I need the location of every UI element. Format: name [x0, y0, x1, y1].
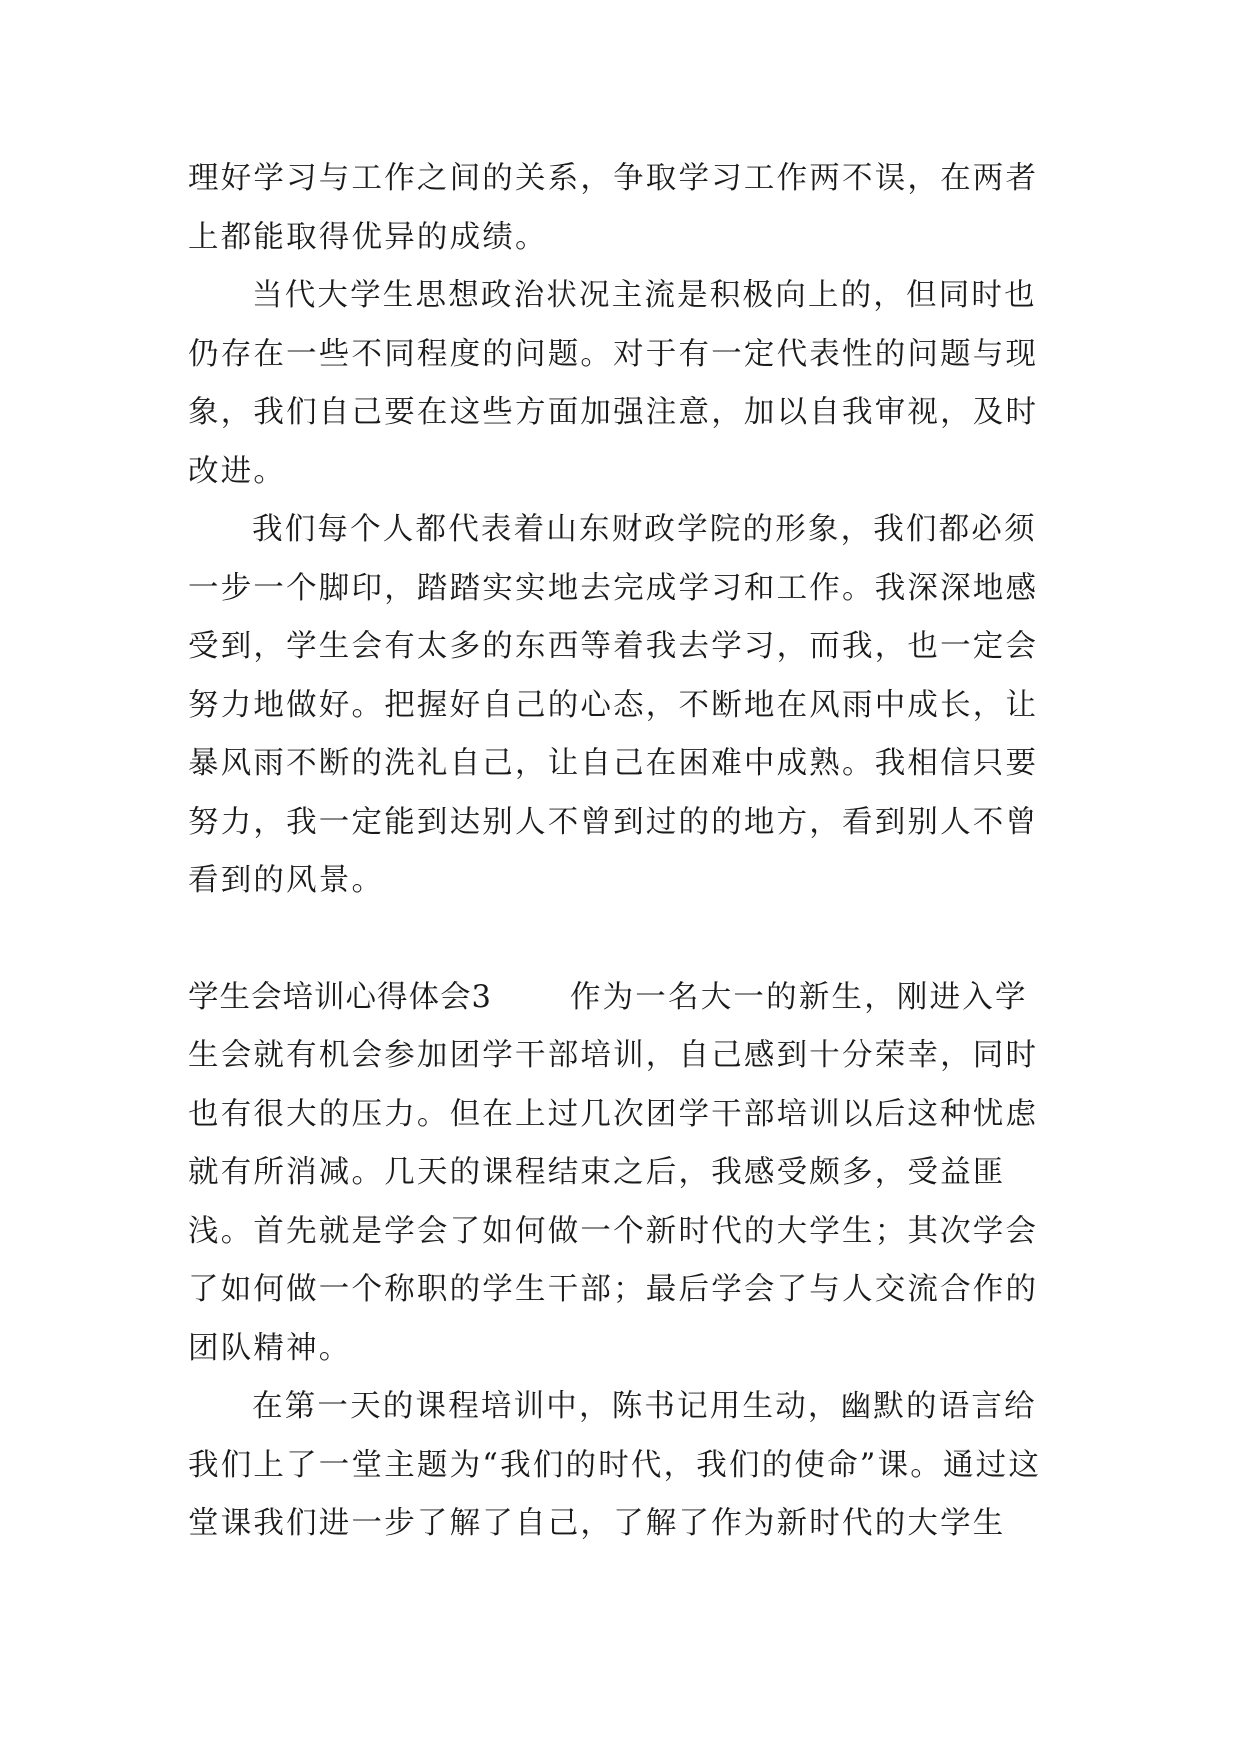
paragraph-5: 在第一天的课程培训中，陈书记用生动，幽默的语言给我们上了一堂主题为“我们的时代，我们的使命”课。通过这堂课我们进一步了解了自己，了解了作为新时代的大学生: [188, 1389, 1042, 1541]
paragraph-2: 当代大学生思想政治状况主流是积极向上的，但同时也仍存在一些不同程度的问题。对于有一定代表性的问题与现象，我们自己要在这些方面加强注意，加以自我审视，及时改进。: [188, 278, 1039, 489]
paragraph-4-text: 作为一名大一的新生，刚进入学生会就有机会参加团学干部培训，自己感到十分荣幸，同时也有很大的压力。但在上过几次团学干部培训以后这种忧虑就有所消减。几天的课程结束之后，我感受颇多，受益匪浅。首先就是学会了如何做一个新时代的大学生；其次学会了如何做一个称职的学生干部；最后学会了与人交流合作的团队精神。: [188, 979, 1039, 1366]
paragraph-3: 我们每个人都代表着山东财政学院的形象，我们都必须一步一个脚印，踏踏实实地去完成学习和工作。我深深地感受到，学生会有太多的东西等着我去学习，而我，也一定会努力地做好。把握好自己的心态，不断地在风雨中成长，让暴风雨不断的洗礼自己，让自己在困难中成熟。我相信只要努力，我一定能到达别人不曾到过的的地方，看到别人不曾看到的风景。: [188, 512, 1039, 898]
paragraph-1: 理好学习与工作之间的关系，争取学习工作两不误，在两者上都能取得优异的成绩。: [188, 161, 1039, 255]
section-title: 学生会培训心得体会3: [188, 979, 492, 1015]
paragraph-4: [188, 969, 1050, 1379]
document-body: [188, 150, 1050, 1554]
section-gap: [188, 911, 1050, 969]
